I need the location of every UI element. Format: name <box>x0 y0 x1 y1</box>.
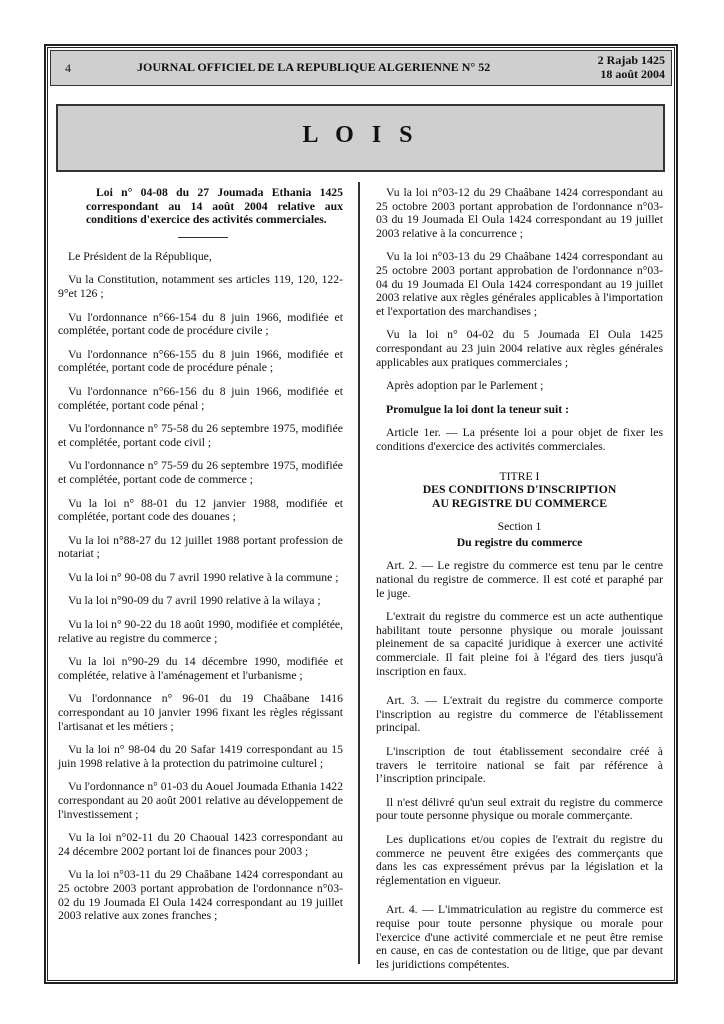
paragraph: Vu la loi n° 04-02 du 5 Joumada El Oula 1425 correspondant au 23 juin 2004 relative aux règles générales applicables aux pratiques commerciales ; <box>376 328 663 369</box>
paragraph: Vu la loi n° 98-04 du 20 Safar 1419 correspondant au 15 juin 1998 relative à la protection du patrimoine culturel ; <box>58 743 343 770</box>
titre-heading-line-1: DES CONDITIONS D'INSCRIPTION <box>422 483 617 497</box>
journal-header <box>50 50 672 86</box>
issue-date <box>598 53 665 81</box>
paragraph: Vu la Constitution, notamment ses articles 119, 120, 122-9°et 126 ; <box>58 273 343 300</box>
paragraph: Vu la loi n°03-13 du 29 Chaâbane 1424 correspondant au 25 octobre 2003 portant approbation de l'ordonnance n°03-04 du 19 Joumada El Oula 1424 correspondant au 19 juillet 2003 relative aux règles générales applicables à l'importation et l'exportation des marchandises ; <box>376 250 663 318</box>
paragraph: Vu la loi n°90-29 du 14 décembre 1990, modifiée et complétée, relative à l'aménagement et l'urbanisme ; <box>58 655 343 682</box>
article-3-para: L'inscription de tout établissement secondaire créé à travers le territoire national se fait par référence à l’inscription principale. <box>376 745 663 786</box>
date-hijri: 2 Rajab 1425 <box>597 53 665 67</box>
page-number: 4 <box>65 61 71 75</box>
paragraph: Vu la loi n° 88-01 du 12 janvier 1988, modifiée et complétée, portant code des douanes ; <box>58 496 343 524</box>
section-label: Section 1 <box>497 520 542 534</box>
left-column <box>58 186 343 933</box>
section-banner <box>56 104 665 172</box>
titre-heading-line-2: AU REGISTRE DU COMMERCE <box>432 496 607 510</box>
titre-label: TITRE I <box>499 469 540 483</box>
paragraph: Vu l'ordonnance n° 96-01 du 19 Chaâbane 1416 correspondant au 10 janvier 1996 fixant les règles régissant l'artisanat et les métiers ; <box>58 692 343 733</box>
paragraph: Vu la loi n°03-11 du 29 Chaâbane 1424 correspondant au 25 octobre 2003 portant approbation de l'ordonnance n°03-02 du 19 Joumada El Oula 1424 correspondant au 19 juillet 2003 relative aux zones franches ; <box>58 868 343 923</box>
article-3-para: Art. 3. — L'extrait du registre du commerce comporte l'inscription au registre du commerce de l'établissement principal. <box>376 694 663 735</box>
paragraph: Vu l'ordonnance n°66-156 du 8 juin 1966, modifiée et complétée, portant code pénal ; <box>58 384 343 412</box>
column-divider <box>358 182 360 964</box>
paragraph: Après adoption par le Parlement ; <box>386 379 544 393</box>
article-2-para: Art. 2. — Le registre du commerce est tenu par le centre national du registre de commerce. Il est coté et paraphé par le juge. <box>376 559 663 600</box>
paragraph: Vu l'ordonnance n° 75-59 du 26 septembre 1975, modifiée et complétée, portant code de commerce ; <box>58 459 343 486</box>
journal-title: JOURNAL OFFICIEL DE LA REPUBLIQUE ALGERIENNE N° 52 <box>137 60 491 74</box>
article-4: Art. 4. — L'immatriculation au registre du commerce est requise pour toute personne physique ou morale pour l'exercice d'une activité commerciale et ne peut être remise en cause, en cas de contestation ou de litige, que par devant les juridictions compétentes. <box>376 903 663 971</box>
paragraph: Vu l'ordonnance n°66-155 du 8 juin 1966, modifiée et complétée, portant code de procédure pénale ; <box>58 347 343 375</box>
promulgation: Promulgue la loi dont la teneur suit : <box>386 402 570 416</box>
law-title: Loi n° 04-08 du 27 Joumada Ethania 1425 correspondant au 14 août 2004 relative aux conditions d'exercice des activités commerciales. <box>86 186 343 227</box>
paragraph: Vu la loi n°03-12 du 29 Chaâbane 1424 correspondant au 25 octobre 2003 portant approbation de l'ordonnance n°03-03 du 19 Joumada El Oula 1424 correspondant au 19 juillet 2003 relative à la concurrence ; <box>376 186 663 240</box>
paragraph: Vu la loi n°88-27 du 12 juillet 1988 portant profession de notariat ; <box>58 533 343 561</box>
title-rule <box>178 237 228 238</box>
article-2-para: L'extrait du registre du commerce est un acte authentique habilitant toute personne physique ou morale jouissant pleinement de sa capacité juridique à exercer une activité commerciale. Il fait pleine foi à l'égard des tiers jusqu'à inscription en faux. <box>376 610 663 678</box>
article-1: Article 1er. — La présente loi a pour objet de fixer les conditions d'exercice des activités commerciales. <box>376 426 663 453</box>
paragraph: Vu la loi n°02-11 du 20 Chaoual 1423 correspondant au 24 décembre 2002 portant loi de finances pour 2003 ; <box>58 831 343 858</box>
paragraph: Vu la loi n° 90-08 du 7 avril 1990 relative à la commune ; <box>68 570 339 584</box>
section-title: L O I S <box>302 122 419 148</box>
right-column <box>376 186 663 981</box>
date-gregorian: 18 août 2004 <box>600 67 665 81</box>
paragraph: Vu l'ordonnance n° 75-58 du 26 septembre 1975, modifiée et complétée, portant code civil ; <box>58 422 343 449</box>
paragraph: Vu la loi n°90-09 du 7 avril 1990 relative à la wilaya ; <box>68 594 321 608</box>
paragraph: Le Président de la République, <box>68 249 212 263</box>
article-3-para: Les duplications et/ou copies de l'extrait du registre du commerce ne peuvent être exigées des commerçants que dans les cas expressément prévus par la législation et la réglementation en vigueur. <box>376 832 663 887</box>
paragraph: Vu la loi n° 90-22 du 18 août 1990, modifiée et complétée, relative au registre du commerce ; <box>58 618 343 645</box>
paragraph: Vu l'ordonnance n°66-154 du 8 juin 1966, modifiée et complétée, portant code de procédure civile ; <box>58 310 343 338</box>
article-3-para: Il n'est délivré qu'un seul extrait du registre du commerce pour toute personne physique ou morale commerçante. <box>376 795 663 823</box>
section-heading: Du registre du commerce <box>456 535 583 549</box>
paragraph: Vu l'ordonnance n° 01-03 du Aouel Joumada Ethania 1422 correspondant au 20 août 2001 relative au développement de l'investissement ; <box>58 780 343 821</box>
